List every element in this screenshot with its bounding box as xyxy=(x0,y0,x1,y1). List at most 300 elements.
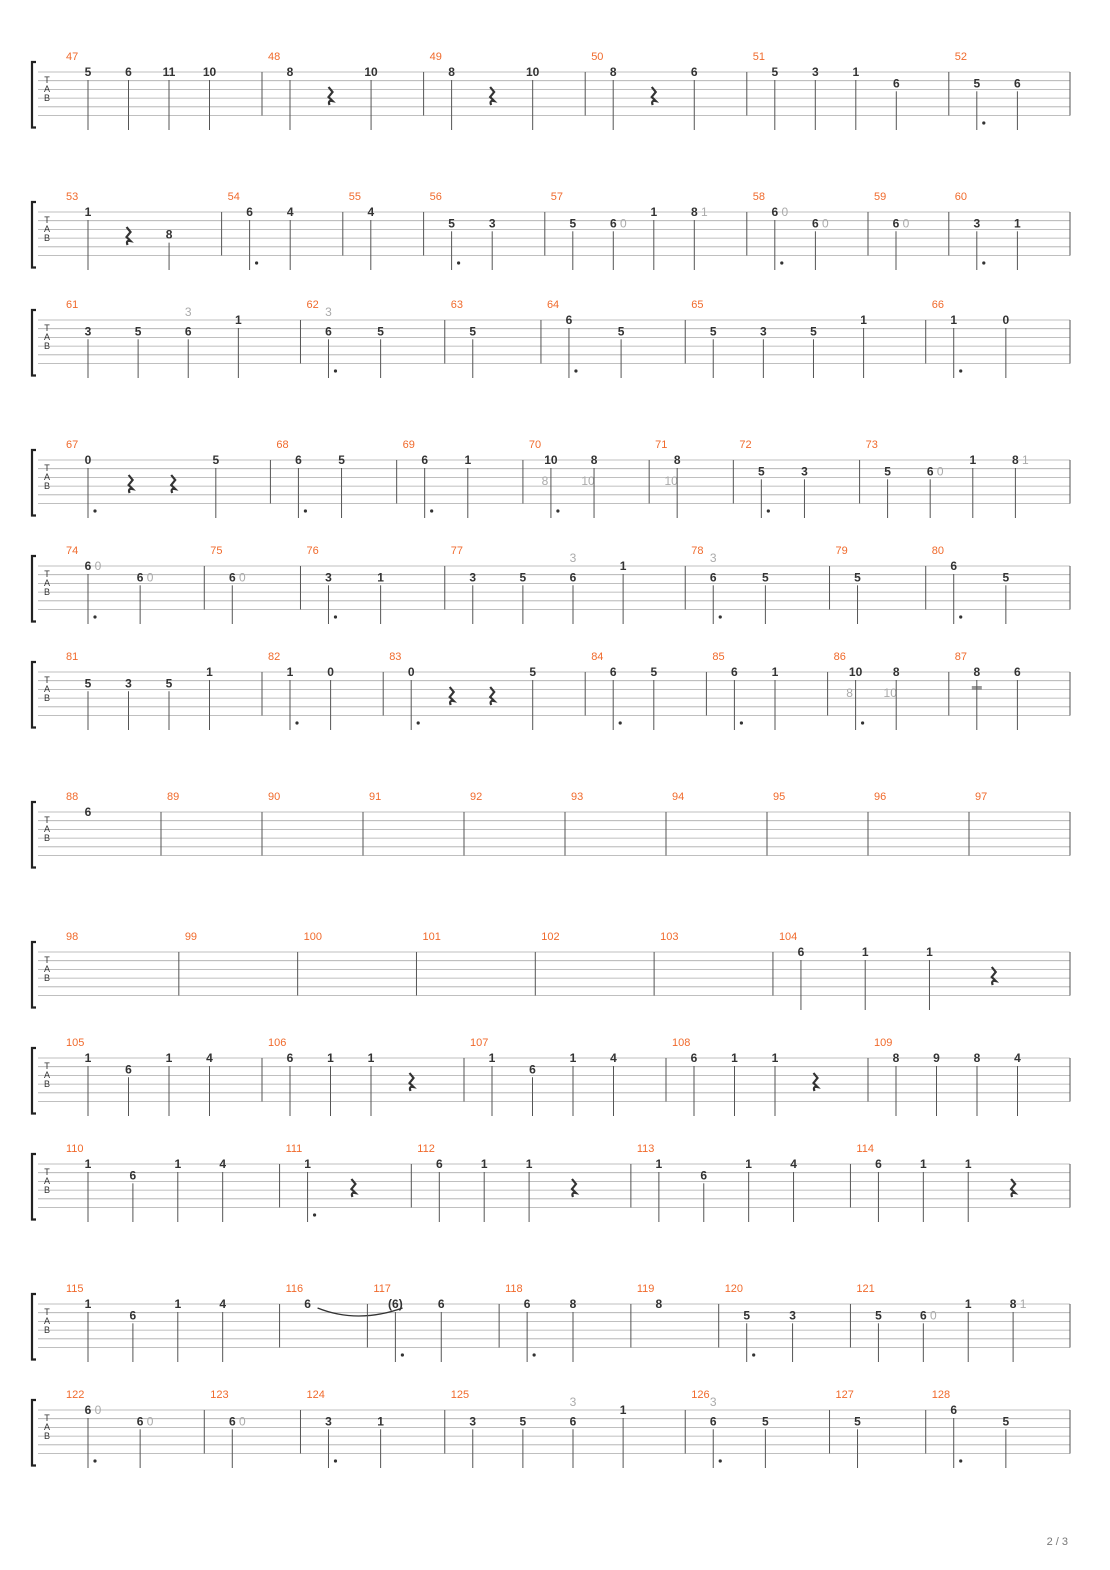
fret-number: 8 xyxy=(892,1051,900,1065)
fret-number: 5 xyxy=(743,1308,751,1323)
system-bracket xyxy=(32,1048,36,1114)
fret-number: 6 xyxy=(437,1297,445,1311)
fret-number: 5 xyxy=(650,665,658,679)
fret-number: 6 xyxy=(919,1308,927,1323)
ghost-fret-number: 0 xyxy=(238,1414,246,1429)
fret-number: 6 xyxy=(812,216,819,231)
fret-number: 1 xyxy=(84,1051,92,1065)
measure xyxy=(868,791,886,856)
measure xyxy=(300,545,384,624)
ghost-fret-number: 3 xyxy=(325,305,332,319)
fret-number: 1 xyxy=(964,1157,972,1171)
measure-number: 122 xyxy=(66,1389,85,1401)
measure-number: 60 xyxy=(954,191,968,203)
tab-system xyxy=(32,651,1070,730)
fret-number: 5 xyxy=(1002,570,1010,585)
fret-number: 4 xyxy=(219,1297,227,1311)
measure xyxy=(298,931,322,996)
fret-number: 1 xyxy=(950,313,958,327)
ghost-fret-number: 10 xyxy=(883,686,897,700)
fret-number: 1 xyxy=(969,453,977,467)
fret-number: 6 xyxy=(136,1414,144,1429)
measure-number: 126 xyxy=(691,1389,710,1401)
measure xyxy=(66,191,173,270)
measure-number: 128 xyxy=(931,1389,951,1401)
measure-number: 95 xyxy=(773,791,786,803)
fret-number: 6 xyxy=(84,805,92,819)
measure xyxy=(499,1283,577,1362)
measure-number: 47 xyxy=(66,51,79,63)
measure-number: 120 xyxy=(724,1283,744,1295)
measure-number: 114 xyxy=(856,1143,874,1155)
fret-number: 6 xyxy=(325,324,332,339)
measure-number: 112 xyxy=(417,1143,435,1155)
fret-number: 6 xyxy=(129,1308,137,1323)
fret-number: 5 xyxy=(529,665,537,679)
measure xyxy=(585,51,698,130)
measure xyxy=(416,931,440,996)
measure xyxy=(66,439,219,518)
measure xyxy=(685,1389,769,1468)
system-bracket xyxy=(32,1400,36,1466)
measure xyxy=(363,791,381,856)
measure-number: 64 xyxy=(546,299,560,311)
fret-number: 1 xyxy=(377,570,384,585)
fret-number: 1 xyxy=(488,1051,496,1065)
dot-mark xyxy=(295,721,298,724)
tab-clef-letter: A xyxy=(43,824,51,834)
measure-number: 93 xyxy=(571,791,584,803)
measure-number: 86 xyxy=(833,651,846,663)
measure-number: 106 xyxy=(268,1037,287,1049)
fret-number: 8 xyxy=(690,205,698,219)
dot-mark xyxy=(93,615,96,618)
fret-number: 8 xyxy=(448,65,455,79)
fret-number: 0 xyxy=(327,665,334,679)
tab-clef-letter: B xyxy=(43,481,51,491)
measure xyxy=(66,1037,213,1116)
dot-mark xyxy=(255,261,258,264)
measure xyxy=(926,299,1010,378)
tab-system xyxy=(32,299,1070,378)
measure-number: 48 xyxy=(268,51,281,63)
measure xyxy=(445,545,627,624)
fret-number: 1 xyxy=(84,205,92,219)
tab-clef-letter: A xyxy=(43,684,51,694)
dot-mark xyxy=(93,1459,96,1462)
measure-number: 67 xyxy=(66,439,79,451)
measure xyxy=(666,791,684,856)
fret-number: 5 xyxy=(757,464,765,479)
measure xyxy=(631,1143,797,1222)
tab-system xyxy=(32,191,1070,270)
dot-mark xyxy=(417,721,420,724)
measure xyxy=(649,439,681,518)
fret-number: 6 xyxy=(125,65,132,79)
measure xyxy=(685,299,867,378)
fret-number: 6 xyxy=(926,464,934,479)
dot-mark xyxy=(334,1459,337,1462)
dot-mark xyxy=(959,615,962,618)
measure xyxy=(828,651,900,730)
system-bracket xyxy=(32,942,36,1008)
fret-number: 3 xyxy=(789,1308,796,1323)
fret-number: 6 xyxy=(125,1062,132,1077)
dot-mark xyxy=(533,1353,536,1356)
fret-number: 5 xyxy=(165,676,173,691)
fret-number: 0 xyxy=(407,665,415,679)
dot-mark xyxy=(719,1459,722,1462)
measure-number: 51 xyxy=(752,51,766,63)
ghost-fret-number: 1 xyxy=(1022,453,1029,467)
fret-number: 1 xyxy=(235,313,242,327)
fret-number: 5 xyxy=(854,570,861,585)
fret-number: 9 xyxy=(933,1051,940,1065)
measure xyxy=(926,545,1010,624)
measure xyxy=(280,1143,356,1222)
ghost-fret-number: 0 xyxy=(936,464,944,479)
measure xyxy=(719,1283,797,1362)
dot-mark xyxy=(401,1353,404,1356)
tab-clef-letter: A xyxy=(43,1176,51,1186)
measure xyxy=(747,51,900,130)
dot-mark xyxy=(457,261,460,264)
dot-mark xyxy=(959,369,962,372)
measure xyxy=(969,791,987,856)
fret-number: 5 xyxy=(810,324,817,339)
measure-number: 91 xyxy=(369,791,382,803)
measure xyxy=(262,791,280,856)
measure-number: 53 xyxy=(66,191,79,203)
dot-mark xyxy=(982,261,985,264)
measure xyxy=(66,1389,154,1468)
measure-number: 62 xyxy=(306,299,319,311)
measure-number: 79 xyxy=(835,545,848,557)
fret-number: 8 xyxy=(286,65,294,79)
fret-number: 1 xyxy=(84,1297,92,1311)
measure-number: 84 xyxy=(591,651,604,663)
fret-number: 6 xyxy=(875,1157,882,1171)
fret-number: 1 xyxy=(964,1297,972,1311)
tab-system xyxy=(32,1283,1070,1362)
measure xyxy=(666,1037,818,1116)
measure xyxy=(66,299,242,378)
ghost-fret-number: 0 xyxy=(929,1308,937,1323)
measure xyxy=(733,439,808,518)
fret-number: 5 xyxy=(448,216,455,231)
tab-system xyxy=(32,1037,1070,1116)
measure-number: 50 xyxy=(591,51,604,63)
measure-number: 105 xyxy=(66,1037,85,1049)
fret-number: 1 xyxy=(852,65,860,79)
tab-clef-letter: T xyxy=(44,1061,50,1071)
tab-clef-letter: A xyxy=(43,1070,51,1080)
measure-number: 111 xyxy=(285,1143,303,1155)
dot-mark xyxy=(304,509,307,512)
measure xyxy=(773,931,996,1010)
fret-number: 6 xyxy=(136,570,144,585)
fret-number: 6 xyxy=(690,1051,698,1065)
fret-number: 6 xyxy=(700,1168,708,1183)
fret-number: 6 xyxy=(1014,665,1021,679)
system-bracket xyxy=(32,202,36,268)
fret-number: 5 xyxy=(84,676,92,691)
tab-clef-letter: A xyxy=(43,472,51,482)
fret-number: 5 xyxy=(884,464,891,479)
measure xyxy=(445,299,477,378)
tab-clef-letter: T xyxy=(44,323,50,333)
fret-number: 6 xyxy=(950,559,958,573)
fret-number: 1 xyxy=(377,1414,384,1429)
measure xyxy=(411,1143,576,1222)
measure xyxy=(860,439,1029,518)
fret-number: 3 xyxy=(760,324,767,339)
dot-mark xyxy=(313,1213,316,1216)
measure-number: 108 xyxy=(672,1037,691,1049)
tab-system xyxy=(32,1143,1070,1222)
fret-number: 1 xyxy=(327,1051,334,1065)
fret-number: 0 xyxy=(1002,313,1010,327)
measure-number: 65 xyxy=(691,299,704,311)
tab-clef-letter: T xyxy=(44,675,50,685)
measure-number: 109 xyxy=(874,1037,893,1049)
fret-number: 6 xyxy=(435,1157,443,1171)
fret-number: 6 xyxy=(129,1168,137,1183)
fret-number: 5 xyxy=(854,1414,861,1429)
measure-number: 57 xyxy=(550,191,564,203)
measure-number: 113 xyxy=(636,1143,655,1155)
fret-number: 8 xyxy=(569,1297,577,1311)
fret-number: 6 xyxy=(709,1414,717,1429)
fret-number: 5 xyxy=(875,1308,882,1323)
measure-number: 55 xyxy=(348,191,362,203)
measure xyxy=(66,51,216,130)
dot-mark xyxy=(767,509,770,512)
fret-number: 0 xyxy=(84,453,92,467)
fret-number: 8 xyxy=(1009,1297,1017,1311)
system-bracket xyxy=(32,662,36,728)
measure-number: 100 xyxy=(303,931,323,943)
fret-number: 6 xyxy=(421,453,429,467)
fret-number: 6 xyxy=(228,570,236,585)
measure-number: 118 xyxy=(505,1283,523,1295)
fret-number: 5 xyxy=(134,324,142,339)
fret-number: 1 xyxy=(464,453,472,467)
measure-number: 68 xyxy=(276,439,289,451)
fret-number: 6 xyxy=(797,945,805,959)
ghost-fret-number: 1 xyxy=(1019,1297,1027,1311)
measure-number: 80 xyxy=(931,545,944,557)
fret-number: 8 xyxy=(655,1297,663,1311)
fret-number: 1 xyxy=(650,205,658,219)
tab-system xyxy=(32,791,1070,868)
fret-number: 3 xyxy=(811,65,819,79)
tab-clef-letter: B xyxy=(43,833,51,843)
measure-number: 87 xyxy=(954,651,968,663)
measure-number: 125 xyxy=(450,1389,470,1401)
ghost-fret-number: 0 xyxy=(146,1414,154,1429)
fret-number: 8 xyxy=(590,453,598,467)
fret-number: 6 xyxy=(523,1297,531,1311)
measure xyxy=(706,651,778,730)
dot-mark xyxy=(574,369,577,372)
fret-number: 6 xyxy=(731,665,738,679)
measure-number: 72 xyxy=(739,439,752,451)
measure-number: 121 xyxy=(856,1283,875,1295)
ghost-fret-number: 10 xyxy=(664,474,678,488)
measure xyxy=(262,651,334,730)
measure xyxy=(383,651,536,730)
dot-mark xyxy=(93,509,96,512)
measure xyxy=(949,651,1021,730)
fret-number: 10 xyxy=(364,65,378,79)
fret-number: 1 xyxy=(619,1403,627,1417)
fret-number: 5 xyxy=(519,1414,527,1429)
tab-clef-letter: A xyxy=(43,578,51,588)
measure-number: 49 xyxy=(429,51,442,63)
fret-number: 5 xyxy=(762,570,769,585)
measure xyxy=(204,545,246,624)
dot-mark xyxy=(959,1459,962,1462)
system-bracket xyxy=(32,556,36,622)
system-bracket xyxy=(32,310,36,376)
fret-number: 1 xyxy=(480,1157,488,1171)
fret-number: 10 xyxy=(848,665,863,679)
dot-mark xyxy=(740,721,743,724)
tab-clef-letter: B xyxy=(43,341,51,351)
dot-mark xyxy=(334,369,337,372)
dot-mark xyxy=(556,509,559,512)
measure xyxy=(300,299,384,378)
measure xyxy=(66,931,78,943)
tab-clef-letter: T xyxy=(44,815,50,825)
tab-clef-letter: T xyxy=(44,75,50,85)
measure-number: 73 xyxy=(865,439,878,451)
fret-number: 1 xyxy=(525,1157,533,1171)
measure-number: 96 xyxy=(874,791,887,803)
ghost-fret-number: 0 xyxy=(822,216,829,231)
fret-number: 1 xyxy=(745,1157,752,1171)
fret-number: 6 xyxy=(569,570,577,585)
tab-system xyxy=(32,545,1070,624)
measure xyxy=(868,1037,1021,1116)
tab-clef-letter: A xyxy=(43,964,51,974)
measure xyxy=(66,1283,226,1362)
fret-number: 1 xyxy=(1014,216,1021,231)
measure xyxy=(585,651,657,730)
fret-number: 6 xyxy=(569,1414,577,1429)
fret-number: 4 xyxy=(219,1157,227,1171)
measure-number: 56 xyxy=(429,191,442,203)
fret-number: 3 xyxy=(469,570,477,585)
fret-number: 3 xyxy=(469,1414,477,1429)
fret-number: 6 xyxy=(1014,76,1021,91)
measure xyxy=(523,439,598,518)
tab-clef-letter: T xyxy=(44,955,50,965)
measure-number: 69 xyxy=(402,439,415,451)
measure xyxy=(747,191,829,270)
dot-mark xyxy=(619,721,622,724)
fret-number: 1 xyxy=(206,665,213,679)
fret-number: 6 xyxy=(892,76,900,91)
measure xyxy=(949,191,1021,270)
measure xyxy=(830,545,862,624)
fret-number: 11 xyxy=(162,65,176,79)
system-bracket xyxy=(32,1294,36,1360)
measure-number: 103 xyxy=(660,931,679,943)
ghost-fret-number: 8 xyxy=(541,474,549,488)
measure xyxy=(565,791,583,856)
measure xyxy=(464,1037,617,1116)
fret-number: 10 xyxy=(525,65,540,79)
fret-number: 6 xyxy=(892,216,900,231)
fret-number: 6 xyxy=(84,1403,92,1417)
fret-number: 4 xyxy=(367,205,375,219)
measure xyxy=(343,191,375,270)
fret-number: 5 xyxy=(771,65,779,79)
measure-number: 98 xyxy=(66,931,79,943)
measure-number: 92 xyxy=(470,791,483,803)
tab-clef-letter: T xyxy=(44,463,50,473)
measure-number: 83 xyxy=(389,651,402,663)
ghost-fret-number: 0 xyxy=(238,570,246,585)
fret-number: 5 xyxy=(212,453,220,467)
fret-number: 5 xyxy=(377,324,384,339)
measure xyxy=(926,1389,1010,1468)
measure xyxy=(464,791,482,856)
measure-number: 70 xyxy=(528,439,542,451)
measure xyxy=(367,1283,445,1362)
fret-number: 1 xyxy=(731,1051,738,1065)
dot-mark xyxy=(752,1353,755,1356)
fret-number: 1 xyxy=(165,1051,173,1065)
system-bracket xyxy=(32,450,36,516)
ghost-fret-number: 1 xyxy=(700,205,708,219)
fret-number: 1 xyxy=(304,1157,311,1171)
fret-number: 6 xyxy=(84,559,92,573)
measure xyxy=(445,1389,627,1468)
fret-number: 1 xyxy=(926,945,933,959)
measure xyxy=(161,791,179,856)
measure xyxy=(830,1389,862,1468)
fret-number: 4 xyxy=(206,1051,213,1065)
measure xyxy=(949,51,1021,130)
measure xyxy=(424,191,496,270)
tab-clef-letter: B xyxy=(43,93,51,103)
measure-number: 52 xyxy=(954,51,968,63)
ghost-fret-number: 3 xyxy=(709,1395,717,1409)
fret-number: 8 xyxy=(973,1051,981,1065)
measure xyxy=(204,1389,246,1468)
measure-number: 97 xyxy=(975,791,988,803)
tab-clef-letter: T xyxy=(44,1413,50,1423)
measure-number: 94 xyxy=(672,791,685,803)
fret-number: 10 xyxy=(202,65,217,79)
fret-number: 3 xyxy=(488,216,496,231)
fret-number: 1 xyxy=(174,1297,182,1311)
tab-clef-letter: T xyxy=(44,1167,50,1177)
measure xyxy=(850,1283,1026,1362)
fret-number: 4 xyxy=(790,1157,797,1171)
fret-number: 6 xyxy=(950,1403,958,1417)
fret-number: 5 xyxy=(569,216,577,231)
fret-number: 6 xyxy=(709,570,717,585)
measure-number: 75 xyxy=(210,545,223,557)
measure-number: 76 xyxy=(306,545,319,557)
tab-clef-letter: T xyxy=(44,569,50,579)
fret-number: 1 xyxy=(367,1051,375,1065)
dot-mark xyxy=(780,261,783,264)
